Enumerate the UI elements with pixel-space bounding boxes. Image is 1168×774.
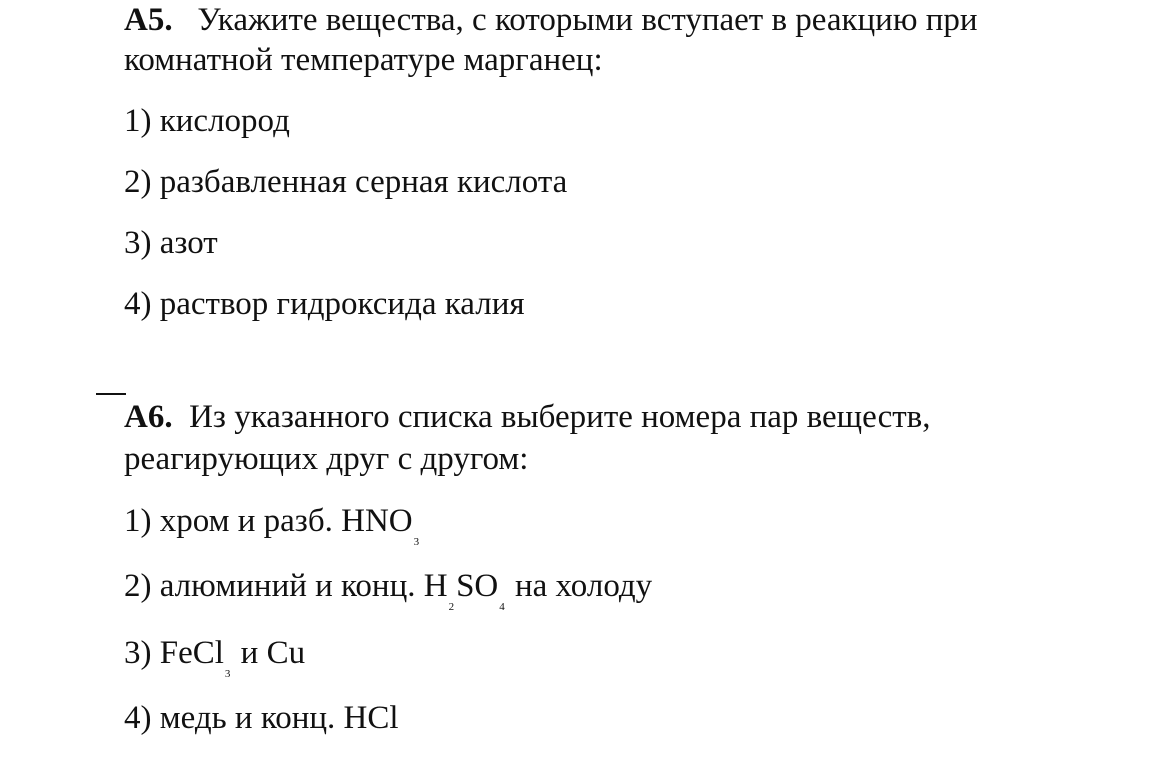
- question-a6-line1: [124, 401, 930, 434]
- a6-option-2-formula-mid: SO: [456, 568, 499, 604]
- a5-option-4: 4) раствор гидроксида калия: [124, 286, 525, 322]
- a6-option-1-text: 1) хром и разб. HNO: [124, 503, 413, 539]
- a6-option-4: 4) медь и конц. HCl: [124, 700, 399, 736]
- a5-option-3: 3) азот: [124, 225, 218, 261]
- question-a5-text-line1: Укажите вещества, с которыми вступает в реакцию при: [197, 2, 978, 38]
- a6-option-3-suffix: и Cu: [232, 635, 306, 671]
- a6-option-2-text: 2) алюминий и конц. H: [124, 568, 448, 604]
- a6-option-3: [124, 635, 306, 680]
- separator-dash: [96, 393, 126, 395]
- question-a6-number: A6.: [124, 399, 173, 435]
- a6-option-2-subscript-2: 4: [499, 601, 505, 613]
- a6-option-3-text: 3) FeCl: [124, 635, 224, 671]
- a5-option-1: 1) кислород: [124, 103, 290, 139]
- question-a5-text-line2: комнатной температуре марганец:: [124, 42, 603, 78]
- a5-option-2: 2) разбавленная серная кислота: [124, 164, 568, 200]
- a6-option-2-subscript-1: 2: [448, 601, 455, 613]
- a6-option-3-subscript: 3: [224, 668, 231, 680]
- a6-option-2: [124, 568, 653, 613]
- question-a5-number: A5.: [124, 2, 173, 38]
- question-a6-text-line2: реагирующих друг с другом:: [124, 441, 529, 477]
- a6-option-1-subscript: 3: [413, 536, 420, 548]
- question-a5-line1: [124, 4, 978, 37]
- question-a6-text-line1: Из указанного списка выберите номера пар веществ,: [189, 399, 931, 435]
- a6-option-1: [124, 503, 421, 548]
- a6-option-2-suffix: на холоду: [506, 568, 653, 604]
